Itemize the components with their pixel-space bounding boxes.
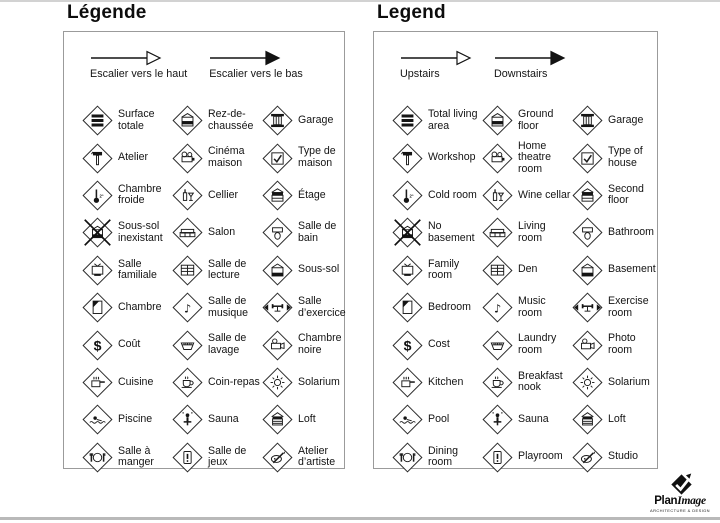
legend-item-label: Piscine <box>118 413 153 426</box>
legend-item-label: Loft <box>608 413 626 426</box>
legend-item <box>82 143 172 174</box>
legend-item <box>82 404 172 435</box>
legend-item <box>392 442 482 473</box>
legend-item-label: Garage <box>298 113 334 126</box>
garage-icon <box>262 105 293 136</box>
svg-text:$: $ <box>93 337 102 354</box>
svg-text:$: $ <box>403 337 412 354</box>
legend-item <box>482 141 572 176</box>
svg-text:2°: 2° <box>409 193 414 199</box>
planimage-wordmark <box>644 496 716 507</box>
legend-item-label: Exercise room <box>608 295 649 319</box>
legend-item <box>172 255 262 286</box>
legend-item-label: Ground floor <box>518 108 554 132</box>
legend-item <box>262 180 352 211</box>
page-title-french: Légende <box>67 2 147 23</box>
sauna-person-icon <box>172 404 203 435</box>
legend-item <box>172 442 262 473</box>
legend-item-label: Bathroom <box>608 226 654 239</box>
upstairs-arrow-entry <box>400 50 472 102</box>
stairs-arrow-legend <box>90 50 340 102</box>
legend-item-label: No basement <box>428 220 475 244</box>
legend-item-label: Playroom <box>518 450 563 463</box>
swimmer-icon <box>392 404 423 435</box>
legend-item-label: Cost <box>428 338 450 351</box>
legend-item <box>482 105 572 136</box>
legend-item <box>172 404 262 435</box>
wine-cellar-icon <box>172 180 203 211</box>
legend-item <box>392 292 482 323</box>
legend-item-label: Sous-sol inexistant <box>118 220 163 244</box>
legend-panel-french <box>63 31 345 469</box>
legend-item <box>262 367 352 398</box>
laundry-basin-icon <box>172 330 203 361</box>
legend-item-label: Breakfast nook <box>518 369 563 394</box>
legend-item-label: Home theatre room <box>518 139 551 175</box>
legend-item <box>262 330 352 361</box>
legend-item <box>572 330 662 361</box>
legend-item <box>82 330 172 361</box>
legend-item-label: Cuisine <box>118 375 154 388</box>
legend-item-label: Workshop <box>428 151 476 164</box>
legend-item-label: Atelier d’artiste <box>298 444 336 469</box>
legend-item-label: Cold room <box>428 188 477 201</box>
legend-item-label: Sous-sol <box>298 263 340 276</box>
legend-item-label: Salon <box>208 226 236 239</box>
legend-item <box>482 367 572 398</box>
legend-item <box>572 292 662 323</box>
sauna-person-icon <box>482 404 513 435</box>
legend-item-label: Type of house <box>608 145 643 170</box>
second-floor-icon <box>572 180 603 211</box>
cold-thermometer-icon <box>82 180 113 211</box>
artist-palette-icon <box>262 442 293 473</box>
legend-item <box>172 330 262 361</box>
legend-item <box>482 330 572 361</box>
legend-item <box>262 442 352 473</box>
svg-text:2°: 2° <box>99 193 104 199</box>
ground-floor-icon <box>172 105 203 136</box>
dollar-icon <box>392 330 423 361</box>
downstairs-arrow-icon <box>494 50 566 66</box>
home-theatre-projector-icon <box>172 143 203 174</box>
legend-item <box>482 404 572 435</box>
legend-item <box>482 292 572 323</box>
legend-item <box>82 180 172 211</box>
upstairs-arrow-entry <box>90 50 187 102</box>
no-basement-icon <box>82 217 113 248</box>
legend-item-label: Salle d’exercice <box>298 295 346 319</box>
legend-item <box>482 217 572 248</box>
downstairs-arrow-entry <box>209 50 303 102</box>
legend-item <box>572 180 662 211</box>
dollar-icon <box>82 330 113 361</box>
bed-icon <box>82 292 113 323</box>
downstairs-arrow-entry <box>494 50 566 102</box>
sofa-icon <box>482 217 513 248</box>
coffee-cup-icon <box>172 367 203 398</box>
legend-item-label: Salle de lecture <box>208 257 247 282</box>
ground-floor-icon <box>482 105 513 136</box>
legend-item <box>262 143 352 174</box>
legend-item-label: Cellier <box>208 188 239 201</box>
legend-item <box>572 105 662 136</box>
legend-item-label: Chambre noire <box>298 332 342 357</box>
downstairs-arrow-icon <box>209 50 281 66</box>
legend-item-label: Salle de bain <box>298 220 337 244</box>
legend-item <box>572 217 662 248</box>
svg-text:♪: ♪ <box>183 301 192 316</box>
legend-item-label: Salle de lavage <box>208 332 247 357</box>
legend-item-label: Sauna <box>208 413 239 426</box>
movie-camera-icon <box>262 330 293 361</box>
planimage-logo <box>644 473 716 513</box>
upstairs-arrow-icon <box>90 50 162 66</box>
house-type-check-icon <box>262 143 293 174</box>
workshop-hammer-icon <box>392 143 423 174</box>
sofa-icon <box>172 217 203 248</box>
legend-item <box>392 330 482 361</box>
legend-item <box>262 292 352 323</box>
tv-icon <box>82 255 113 286</box>
bookshelf-icon <box>482 255 513 286</box>
legend-item <box>482 180 572 211</box>
basement-icon <box>262 255 293 286</box>
legend-item <box>82 367 172 398</box>
logo-text-image: Image <box>677 495 706 507</box>
coffee-cup-icon <box>482 367 513 398</box>
legend-item-label: Coin-repas <box>208 375 260 388</box>
legend-items-grid <box>392 102 656 476</box>
legend-item <box>392 105 482 136</box>
workshop-hammer-icon <box>82 143 113 174</box>
legend-item-label: Second floor <box>608 182 644 207</box>
legend-item-label: Solarium <box>298 375 340 388</box>
legend-item <box>172 143 262 174</box>
legend-item <box>82 105 172 136</box>
legend-item <box>392 404 482 435</box>
loft-house-icon <box>262 404 293 435</box>
dining-plate-icon <box>392 442 423 473</box>
legend-item-label: Dining room <box>428 444 459 469</box>
sun-icon <box>262 367 293 398</box>
legend-item-label: Photo room <box>608 332 636 357</box>
playroom-door-icon <box>482 442 513 473</box>
wine-cellar-icon <box>482 180 513 211</box>
arrow-label: Escalier vers le haut <box>90 68 188 80</box>
svg-text:♪: ♪ <box>493 301 502 316</box>
legend-item-label: Loft <box>298 413 316 426</box>
legend-item <box>482 442 572 473</box>
cooking-pot-icon <box>392 367 423 398</box>
legend-item <box>262 404 352 435</box>
exercise-bench-icon <box>262 292 293 323</box>
legend-item-label: Chambre froide <box>118 182 162 207</box>
legend-item-label: Wine cellar <box>518 188 571 201</box>
legend-item <box>392 143 482 174</box>
bookshelf-icon <box>172 255 203 286</box>
upstairs-arrow-icon <box>400 50 472 66</box>
second-floor-icon <box>262 180 293 211</box>
legend-item-label: Cinéma maison <box>208 145 245 170</box>
arrow-label: Escalier vers le bas <box>209 68 303 80</box>
legend-item <box>172 367 262 398</box>
legend-section-french <box>63 2 345 469</box>
loft-house-icon <box>572 404 603 435</box>
legend-item-label: Salle de jeux <box>208 444 247 469</box>
page-bottom-edge <box>0 517 720 520</box>
dining-plate-icon <box>82 442 113 473</box>
tv-icon <box>392 255 423 286</box>
legend-item-label: Garage <box>608 113 644 126</box>
legend-section-english <box>373 2 658 469</box>
basement-icon <box>572 255 603 286</box>
legend-item <box>172 217 262 248</box>
legend-item-label: Basement <box>608 263 656 276</box>
music-note-icon <box>172 292 203 323</box>
sun-icon <box>572 367 603 398</box>
legend-item-label: Salle de musique <box>208 295 249 319</box>
cold-thermometer-icon <box>392 180 423 211</box>
playroom-door-icon <box>172 442 203 473</box>
legend-item-label: Salle à manger <box>118 444 154 469</box>
legend-item <box>572 255 662 286</box>
laundry-basin-icon <box>482 330 513 361</box>
legend-item-label: Atelier <box>118 151 149 164</box>
legend-item-label: Bedroom <box>428 300 471 313</box>
legend-item-label: Type de maison <box>298 145 336 170</box>
total-living-area-icon <box>82 105 113 136</box>
garage-icon <box>572 105 603 136</box>
legend-panel-english <box>373 31 658 469</box>
movie-camera-icon <box>572 330 603 361</box>
artist-palette-icon <box>572 442 603 473</box>
exercise-bench-icon <box>572 292 603 323</box>
legend-item <box>572 442 662 473</box>
logo-text-plan: Plan <box>654 495 678 507</box>
legend-item-label: Étage <box>298 188 326 201</box>
planimage-check-icon <box>670 473 693 496</box>
no-basement-icon <box>392 217 423 248</box>
arrow-label: Downstairs <box>494 68 548 80</box>
legend-item-label: Total living area <box>428 108 478 132</box>
legend-item <box>572 367 662 398</box>
legend-item <box>482 255 572 286</box>
legend-item <box>172 292 262 323</box>
legend-item-label: Sauna <box>518 413 549 426</box>
cooking-pot-icon <box>82 367 113 398</box>
legend-item-label: Studio <box>608 450 639 463</box>
arrow-label: Upstairs <box>400 68 440 80</box>
planimage-tagline: ARCHITECTURE & DESIGN <box>650 507 710 513</box>
swimmer-icon <box>82 404 113 435</box>
total-living-area-icon <box>392 105 423 136</box>
legend-item <box>262 105 352 136</box>
toilet-icon <box>572 217 603 248</box>
legend-item <box>82 292 172 323</box>
legend-item-label: Music room <box>518 295 546 319</box>
legend-item <box>82 217 172 248</box>
legend-item <box>572 143 662 174</box>
legend-item <box>172 105 262 136</box>
legend-item <box>392 255 482 286</box>
legend-item <box>172 180 262 211</box>
legend-item <box>572 404 662 435</box>
house-type-check-icon <box>572 143 603 174</box>
music-note-icon <box>482 292 513 323</box>
legend-item-label: Living room <box>518 220 546 244</box>
home-theatre-projector-icon <box>482 143 513 174</box>
legend-item-label: Chambre <box>118 300 162 313</box>
page-title-english: Legend <box>377 2 446 23</box>
legend-item <box>392 367 482 398</box>
toilet-icon <box>262 217 293 248</box>
stairs-arrow-legend <box>400 50 653 102</box>
legend-item <box>82 442 172 473</box>
legend-item-label: Kitchen <box>428 375 464 388</box>
legend-item-label: Den <box>518 263 538 276</box>
legend-item <box>82 255 172 286</box>
legend-item <box>392 217 482 248</box>
legend-item-label: Solarium <box>608 375 650 388</box>
legend-item-label: Coût <box>118 338 141 351</box>
legend-item <box>262 255 352 286</box>
legend-items-grid <box>82 102 346 476</box>
bed-icon <box>392 292 423 323</box>
legend-item-label: Family room <box>428 257 460 282</box>
legend-item-label: Salle familiale <box>118 257 157 282</box>
legend-item-label: Pool <box>428 413 450 426</box>
legend-item <box>392 180 482 211</box>
legend-item-label: Rez-de-chaussée <box>208 108 254 132</box>
legend-item-label: Laundry room <box>518 332 557 357</box>
legend-item <box>262 217 352 248</box>
legend-item-label: Surface totale <box>118 108 155 132</box>
